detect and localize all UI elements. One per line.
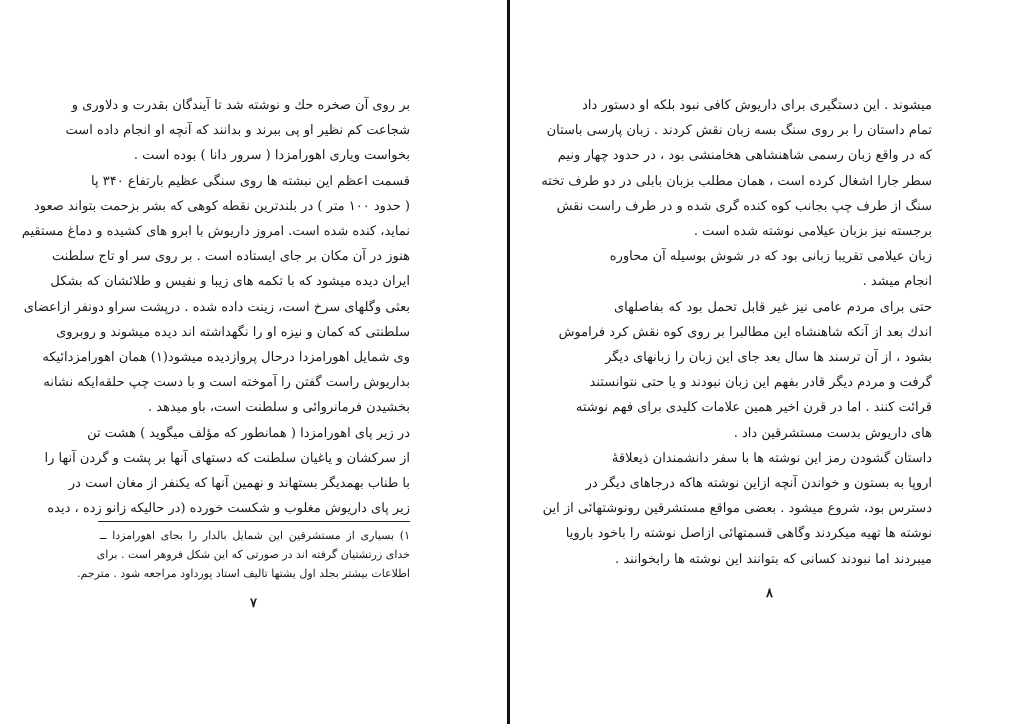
text-line: وی شمایل اهورامزدا درحال پروازدیده میشود(۱) همان اهورامزدائیکه: [42, 350, 410, 366]
text-line: های داریوش بدست مستشرقین داد .: [733, 425, 932, 441]
footnote-line: ۱) بسیاری از مستشرقین این شمایل بالدار را بجای اهورامزدا ــ: [100, 529, 410, 542]
text-line: انجام میشد .: [862, 274, 932, 290]
right-page-text: [541, 93, 932, 572]
paragraph: [44, 421, 410, 522]
paragraph: [609, 244, 932, 294]
text-line: بشود ، از آن ترسند ها سال بعد جای این زبان را زبانهای دیگر: [605, 350, 932, 366]
text-line: سطر جارا اشغال کرده است ، همان مطلب بزبان بابلی در دو طرف تخته: [541, 173, 932, 189]
text-line: اروپا به بستون و خواندن آنچه ازاین نوشته هاکه درجاهای دیگر در: [585, 476, 932, 492]
footnote-line: اطلاعات بیشتر بجلد اول یشتها تالیف استاد پورداود مراجعه شود . مترجم.: [77, 567, 410, 580]
text-line: زبان عیلامی تقریبا زبانی بود که در شوش بوسیله آن محاوره: [609, 249, 932, 265]
text-line: از سرکشان و یاغیان سلطنت که دستهای آنها بر پشت و گردن آنها را: [44, 450, 410, 466]
text-line: سلطنتی که کمان و نیزه او را نگهداشته اند دیده میشوند و روبروی: [56, 324, 410, 340]
text-line: ( حدود ۱۰۰ متر ) در بلندترین نقطه کوهی که بشر بزحمت بتواند صعود: [33, 198, 410, 214]
text-line: که در واقع زبان رسمی شاهنشاهی هخامنشی بود ، در حدود چهار ونیم: [557, 148, 932, 164]
text-line: سنگ از طرف چپ بجانب کوه کنده گری شده و در طرف راست نقش: [556, 198, 932, 214]
paragraph: [65, 93, 410, 169]
page-number: ۷: [250, 596, 257, 611]
text-line: بداریوش راست گفتن را آموخته است و با دست چپ حلقه‌ایکه نشانه: [43, 375, 410, 391]
text-line: تمام داستان را بر روی سنگ بسه زبان نقش کردند . زبان پارسی باستان: [546, 123, 932, 139]
text-line: بر روی آن صخره حك و نوشته شد تا آیندگان بقدرت و دلاوری و: [71, 98, 410, 113]
text-line: قسمت اعظم این نبشته ها روی سنگی عظیم بارتفاع ۳۴۰ پا: [91, 173, 410, 189]
text-line: داستان گشودن رمز این نوشته ها با سفر دانشمندان ذیعلاقهٔ: [611, 450, 932, 466]
text-line: زیر پای داریوش مغلوب و شکست خورده (در حالیکه زانو زده ، دیده: [47, 501, 410, 517]
left-page-text: [21, 93, 410, 521]
text-line: نماید، کنده شده است. امروز داریوش با ابرو های کشیده و دماغ مستقیم: [21, 224, 410, 240]
left-page: [0, 0, 507, 724]
text-line: در زیر پای اهورامزدا ( همانطور که مؤلف میگوید ) هشت تن: [87, 425, 410, 441]
footnote-line: خدای زرتشتیان گرفته اند در صورتی که این شکل فروهر است . برای: [96, 548, 410, 561]
text-line: برجسته نیز بزبان عیلامی نوشته شده است .: [693, 224, 932, 240]
text-line: با طناب بهمدیگر بستهاند و نهمین آنها که یکنفر از مغان است در: [68, 476, 410, 492]
text-line: گرفت و مردم دیگر قادر بفهم این زبان نبودند و یا حتی نتوانستند: [589, 375, 932, 391]
paragraph: [558, 295, 932, 446]
footnote-divider: [98, 521, 410, 522]
text-line: هنوز در آن مکان بر جای ایستاده است . بر روی سر او تاج سلطنت: [51, 249, 410, 265]
text-line: میبردند اما نبودند کسانی که بتوانند این نوشته ها رابخوانند .: [615, 551, 932, 567]
text-line: شجاعت کم نظیر او پی ببرند و بدانند که آنچه او انجام داده است: [65, 123, 410, 139]
text-line: ایران دیده میشود که با تکمه های زیبا و نفیس و طلائشان که بشکل: [50, 274, 410, 290]
page-number: ۸: [766, 586, 773, 601]
paragraph: [541, 93, 932, 244]
text-line: بخواست ویاری اهورامزدا ( سرور دانا ) بوده است .: [133, 148, 410, 164]
text-line: بخشیدن فرمانروائی و سلطنت است، باو میدهد .: [148, 400, 410, 416]
text-line: اندك بعد از آنکه شاهنشاه این مطالبرا بر روی کوه نقش کرد فراموش: [558, 324, 932, 340]
right-page: [510, 0, 1019, 724]
text-line: میشوند . این دستگیری برای داریوش کافی نبود بلکه او دستور داد: [582, 98, 932, 113]
text-line: حتی برای مردم عامی نیز غیر قابل تحمل بود که بفاصلهای: [614, 299, 932, 315]
paragraph: [21, 169, 410, 421]
text-line: دسترس بود، شروع میشود . بعضی مواقع مستشرقین رونوشتهائی از این: [542, 501, 932, 517]
text-line: بعثی وگلهای سرخ است، زینت داده شده . درپشت سراو دونفر ازاعضای: [23, 299, 410, 315]
footnote: [77, 526, 410, 583]
text-line: نوشته ها تهیه میکردند وگاهی قسمتهائی ازاصل نوشته را باخود بارویا: [565, 526, 932, 542]
paragraph: [542, 446, 932, 572]
text-line: قرائت کنند . اما در قرن اخیر همین علامات کلیدی برای فهم نوشته: [575, 400, 932, 416]
